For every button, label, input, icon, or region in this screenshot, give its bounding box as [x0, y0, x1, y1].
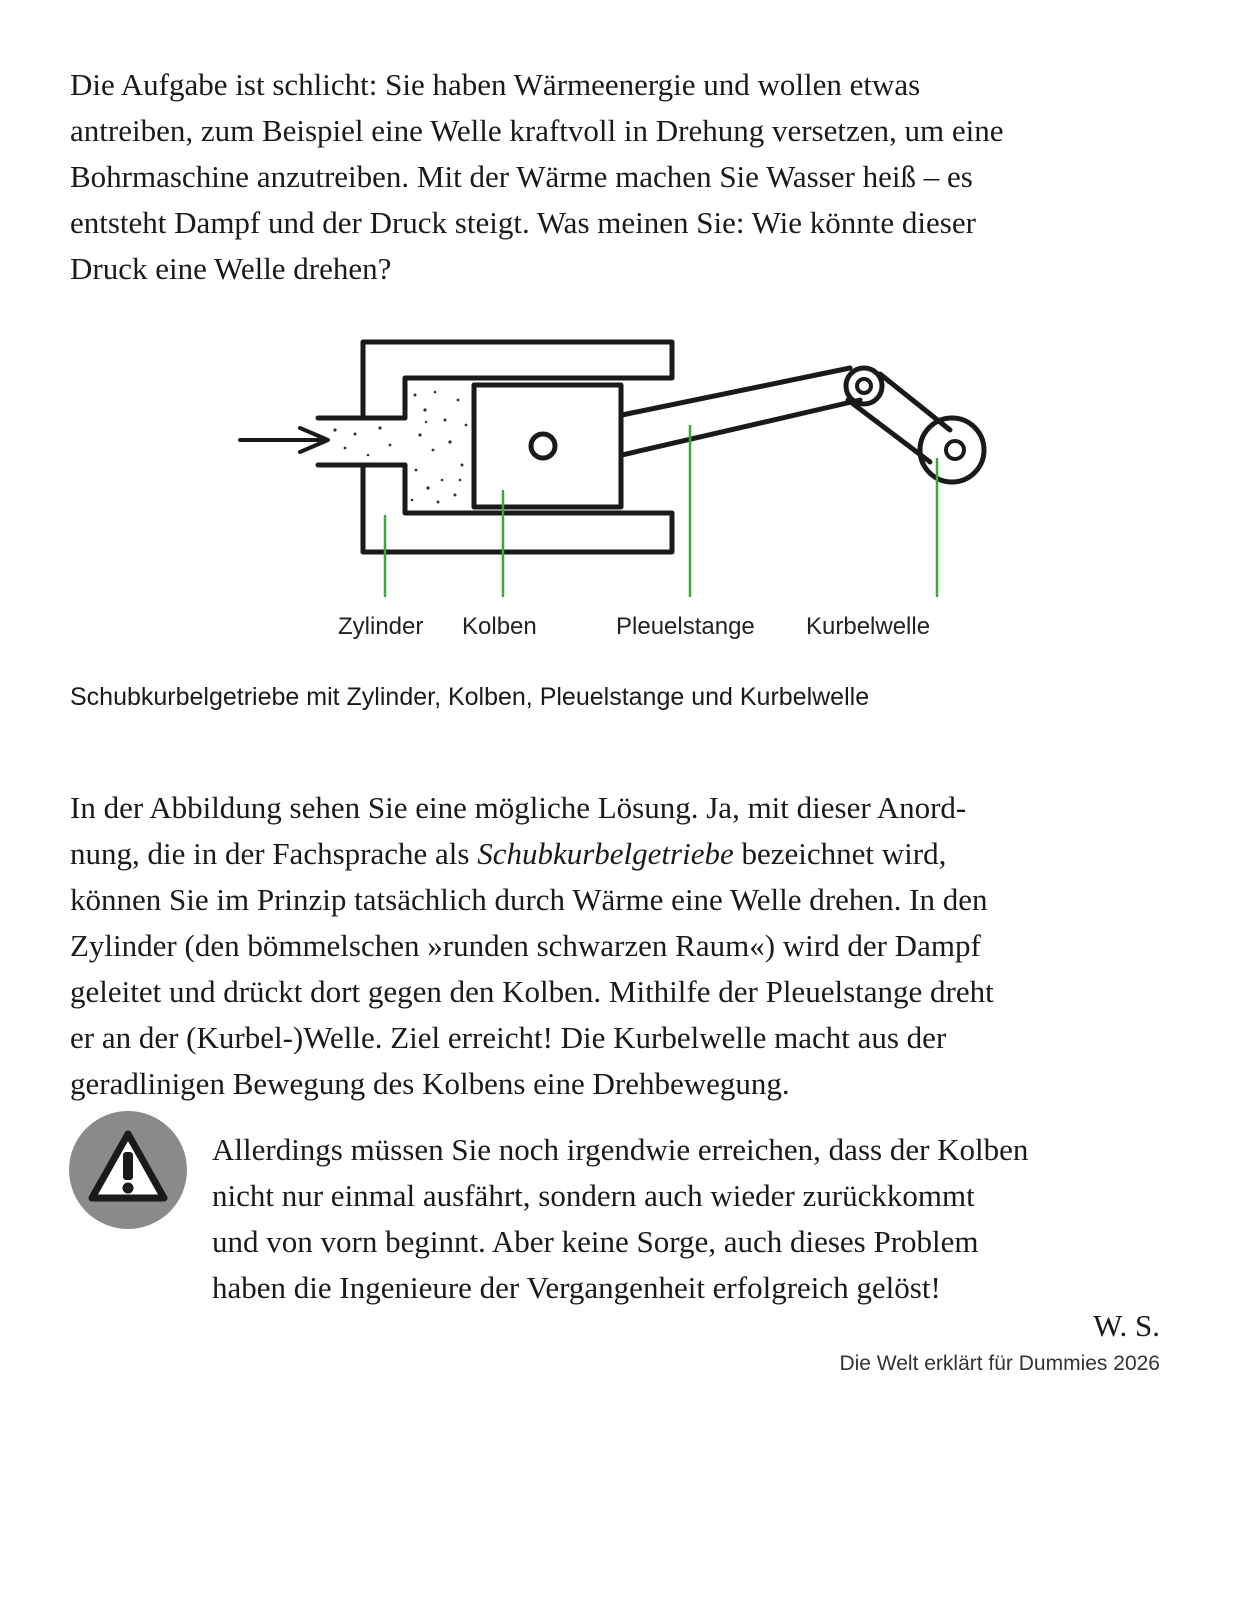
label-connecting-rod: Pleuelstange [616, 613, 755, 640]
text-line: können Sie im Prinzip tatsächlich durch Wärme eine Welle drehen. In den [70, 882, 988, 917]
piston-pin [531, 434, 555, 458]
slider-crank-illustration [230, 330, 1010, 650]
cylinder-body [363, 342, 672, 552]
text-line: haben die Ingenieure der Vergangenheit erfolgreich gelöst! [212, 1270, 941, 1305]
label-crankshaft: Kurbelwelle [806, 613, 931, 640]
text-line: geleitet und drückt dort gegen den Kolben. Mithilfe der Pleuelstange dreht [70, 974, 994, 1009]
intro-paragraph [70, 62, 1180, 292]
inlet-pipe [318, 418, 405, 465]
text-line: Druck eine Welle drehen? [70, 251, 392, 286]
steam-particles [333, 391, 467, 504]
text-line: er an der (Kurbel-)Welle. Ziel erreicht! Die Kurbelwelle macht aus der [70, 1020, 947, 1055]
figure-caption: Schubkurbelgetriebe mit Zylinder, Kolben, Pleuelstange und Kurbelwelle [70, 683, 870, 711]
warning-paragraph [212, 1127, 1172, 1311]
text-line: geradlinigen Bewegung des Kolbens eine Drehbewegung. [70, 1066, 790, 1101]
text-line: Allerdings müssen Sie noch irgendwie erreichen, dass der Kolben [212, 1132, 1029, 1167]
crankshaft [920, 418, 984, 482]
explanation-paragraph [70, 785, 1180, 1107]
text-line: nicht nur einmal ausfährt, sondern auch wieder zurückkommt [212, 1178, 975, 1213]
text-line: Bohrmaschine anzutreiben. Mit der Wärme machen Sie Wasser heiß – es [70, 159, 973, 194]
label-piston: Kolben [462, 613, 537, 640]
label-cylinder: Zylinder [338, 613, 424, 640]
italic-term: Schubkurbelgetriebe [477, 836, 734, 871]
warning-icon [68, 1110, 188, 1230]
text-line: Zylinder (den bömmelschen »runden schwarzen Raum«) wird der Dampf [70, 928, 981, 963]
page-footer: Die Welt erklärt für Dummies 2026 [839, 1352, 1160, 1375]
text-line: antreiben, zum Beispiel eine Welle kraftvoll in Drehung versetzen, um eine [70, 113, 1004, 148]
text-line: In der Abbildung sehen Sie eine mögliche Lösung. Ja, mit dieser Anord- [70, 790, 967, 825]
crank-pin [846, 368, 882, 404]
text-line: Die Aufgabe ist schlicht: Sie haben Wärmeenergie und wollen etwas [70, 67, 921, 102]
text-line: entsteht Dampf und der Druck steigt. Was meinen Sie: Wie könnte dieser [70, 205, 976, 240]
piston [474, 385, 621, 507]
text-line: nung, die in der Fachsprache als Schubkurbelgetriebe bezeichnet wird, [70, 836, 947, 871]
author-initials: W. S. [1093, 1308, 1160, 1343]
crank-arm [848, 374, 950, 462]
text-line: und von vorn beginnt. Aber keine Sorge, auch dieses Problem [212, 1224, 979, 1259]
connecting-rod [622, 368, 860, 455]
